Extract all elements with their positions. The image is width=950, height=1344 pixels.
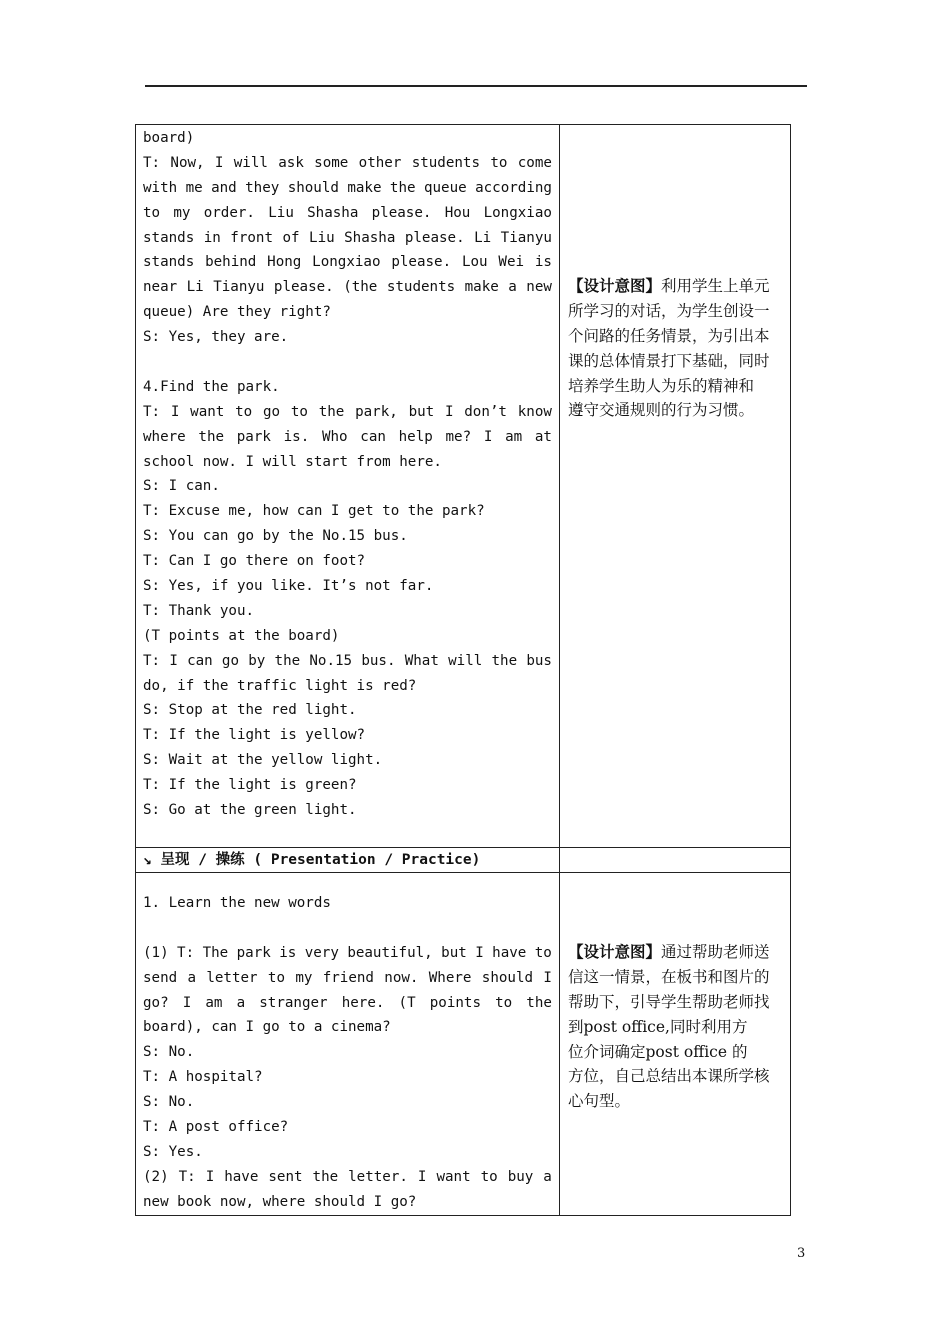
text-line: S: Go at the green light. <box>143 802 357 819</box>
text-line: to my order. Liu Shasha please. Hou Longxiao <box>143 204 552 221</box>
text-line: S: No. <box>143 1094 195 1111</box>
intent-text: 课的总体情景打下基础，同时 <box>568 351 770 370</box>
text-line: (2) T: I have sent the letter. I want to buy a <box>143 1168 552 1185</box>
text-line: T: A hospital? <box>143 1069 263 1086</box>
intent-text: 方位，自己总结出本课所学核 <box>568 1067 770 1086</box>
text-line: T: Thank you. <box>143 602 255 619</box>
text-line: board) <box>143 130 195 146</box>
intent-text: 通过帮助老师送 <box>661 943 770 961</box>
intent-text: 到post office,同时利用方 <box>568 1017 748 1036</box>
text-line: S: Yes, if you like. It’s not far. <box>143 578 434 595</box>
intent-line <box>568 1064 782 1089</box>
intent-text: 遵守交通规则的行为习惯。 <box>568 401 755 420</box>
text-line: T: Now, I will ask some other students to come <box>143 154 552 171</box>
section-heading: ↘ 呈现 / 操练 ( Presentation / Practice) <box>143 852 481 868</box>
text-line <box>143 916 552 941</box>
text-line: near Li Tianyu please. (the students make a new <box>143 279 552 296</box>
intent-line <box>568 1040 782 1065</box>
text-line: T: If the light is green? <box>143 777 357 794</box>
text-line: T: Can I go there on foot? <box>143 553 366 570</box>
intent-label: 【设计意图】 <box>568 942 662 961</box>
text-line: where the park is. Who can help me? I am at <box>143 428 552 445</box>
intent-line <box>568 1089 782 1114</box>
intent-text: 位介词确定post office 的 <box>568 1042 748 1061</box>
row1-left-cell <box>143 126 552 823</box>
page-number: 3 <box>797 1246 806 1261</box>
text-line: board), can I go to a cinema? <box>143 1019 391 1036</box>
intent-text: 个问路的任务情景，为引出本 <box>568 326 770 345</box>
intent-line <box>568 299 782 324</box>
row3-left-cell <box>143 891 552 1215</box>
intent-line <box>568 990 782 1015</box>
text-line: S: Yes. <box>143 1143 203 1160</box>
text-line: S: Yes, they are. <box>143 329 289 346</box>
column-divider <box>559 124 560 1216</box>
text-line: go? I am a stranger here. (T points to the <box>143 994 552 1011</box>
intent-text: 利用学生上单元 <box>661 277 770 295</box>
intent-text: 心句型。 <box>568 1092 631 1111</box>
text-line: S: You can go by the No.15 bus. <box>143 528 408 545</box>
header-rule <box>145 85 807 87</box>
text-line: stands in front of Liu Shasha please. Li Tianyu <box>143 229 552 246</box>
intent-line <box>568 324 782 349</box>
text-line: stands behind Hong Longxiao please. Lou Wei is <box>143 254 552 271</box>
text-line: do, if the traffic light is red? <box>143 677 417 694</box>
text-line: 4.Find the park. <box>143 378 280 395</box>
intent-text: 信这一情景，在板书和图片的 <box>568 967 770 986</box>
text-line <box>143 350 552 375</box>
text-line: T: I can go by the No.15 bus. What will the bus <box>143 652 552 669</box>
intent-line <box>568 1015 782 1040</box>
text-line: T: Excuse me, how can I get to the park? <box>143 503 485 520</box>
row3-design-intent <box>568 940 782 1114</box>
intent-line <box>568 374 782 399</box>
text-line: S: Stop at the red light. <box>143 702 357 719</box>
text-line: S: Wait at the yellow light. <box>143 752 383 769</box>
text-line: with me and they should make the queue according <box>143 179 552 196</box>
intent-text: 帮助下，引导学生帮助老师找 <box>568 992 770 1011</box>
text-line: T: I want to go to the park, but I don’t know <box>143 403 552 420</box>
text-line: send a letter to my friend now. Where should I <box>143 969 552 986</box>
text-line: school now. I will start from here. <box>143 453 442 470</box>
intent-line <box>568 940 782 965</box>
intent-label: 【设计意图】 <box>568 276 662 295</box>
intent-line <box>568 965 782 990</box>
text-line: queue) Are they right? <box>143 304 331 321</box>
row1-design-intent <box>568 274 782 423</box>
row-divider-bottom <box>135 872 791 873</box>
text-line: T: If the light is yellow? <box>143 727 366 744</box>
intent-line <box>568 274 782 299</box>
text-line: (T points at the board) <box>143 627 340 644</box>
text-line: T: A post office? <box>143 1119 289 1136</box>
text-line: S: No. <box>143 1044 195 1061</box>
text-line: new book now, where should I go? <box>143 1193 417 1210</box>
text-line: (1) T: The park is very beautiful, but I have to <box>143 944 552 961</box>
intent-line <box>568 398 782 423</box>
intent-text: 培养学生助人为乐的精神和 <box>568 376 755 395</box>
text-line: 1. Learn the new words <box>143 895 331 911</box>
text-line: S: I can. <box>143 478 220 495</box>
intent-text: 所学习的对话，为学生创设一 <box>568 301 770 320</box>
intent-line <box>568 349 782 374</box>
